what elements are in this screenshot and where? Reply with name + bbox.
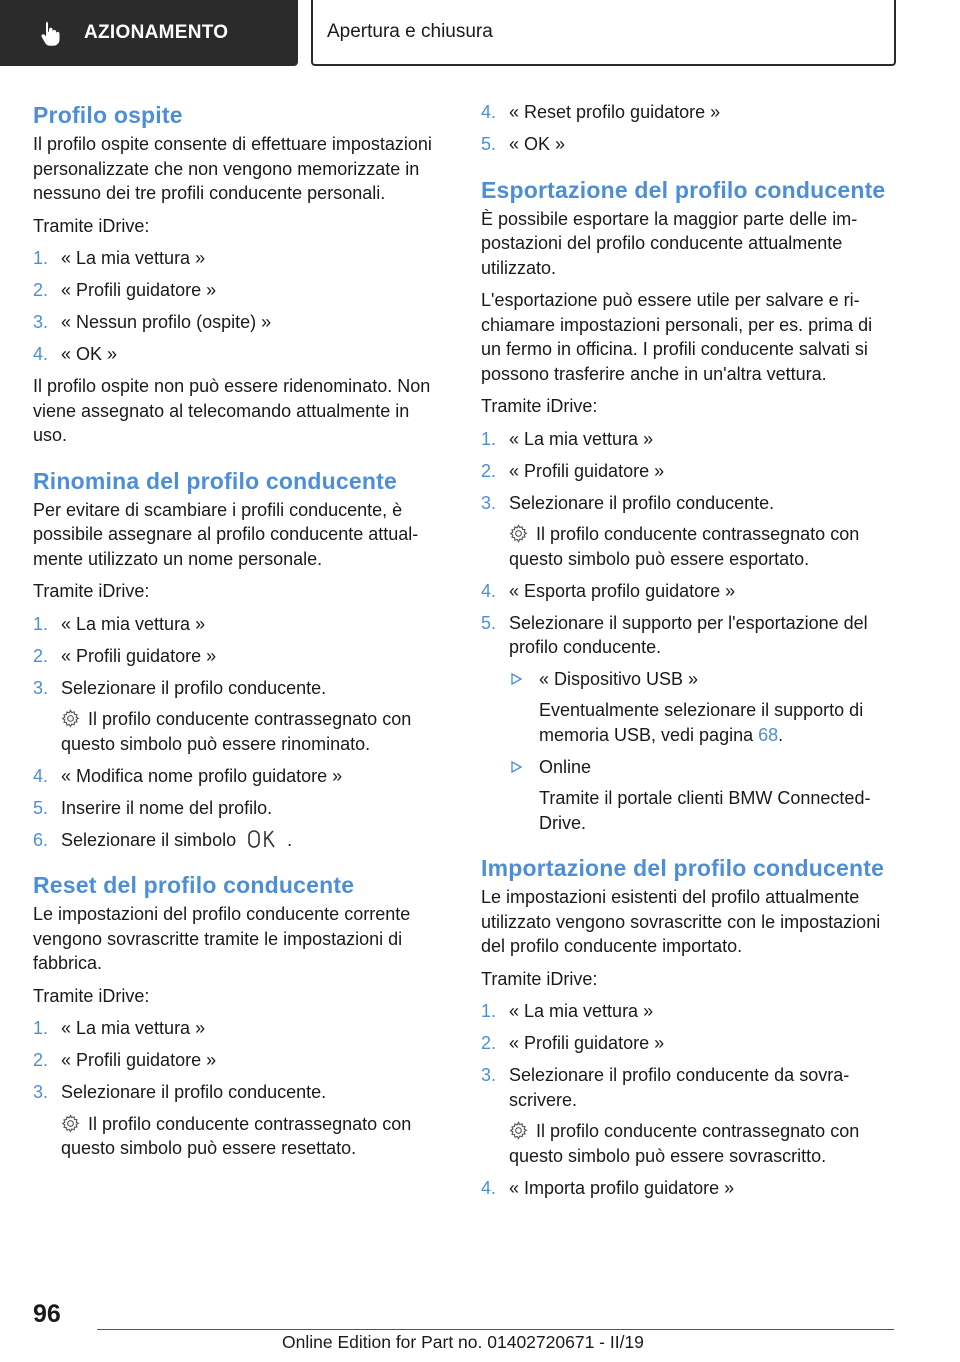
step-number: 4. xyxy=(481,102,497,122)
list-item xyxy=(33,342,443,367)
list-item xyxy=(481,611,891,836)
step-text: Selezionare il profilo conducente. xyxy=(61,677,327,698)
list-item xyxy=(33,612,443,637)
step-text: « Importa profilo guidatore » xyxy=(509,1177,735,1198)
step-number: 5. xyxy=(481,134,497,154)
right-column xyxy=(481,100,891,1208)
heading-reset-profile: Reset del profilo conducente xyxy=(33,872,355,898)
note-text: Il profilo conducente contrassegnato con questo simbolo può essere resettato. xyxy=(61,1113,412,1158)
page-number: 96 xyxy=(33,1300,61,1328)
list-item xyxy=(481,999,891,1024)
steps-list xyxy=(33,1016,443,1161)
step-text: Selezionare il profilo conducente. xyxy=(509,492,775,513)
step-note xyxy=(61,1112,443,1161)
step-text: « Modifica nome profilo guidatore » xyxy=(61,765,343,786)
chapter-title: Apertura e chiusura xyxy=(327,21,493,42)
heading-rename-profile: Rinomina del profilo conducente xyxy=(33,467,397,494)
paragraph: Tramite iDrive: xyxy=(481,396,598,416)
list-item xyxy=(33,676,443,757)
step-text: « Profili guidatore » xyxy=(61,280,217,300)
sub-item-usb xyxy=(509,667,891,748)
step-number: 4. xyxy=(481,580,497,601)
step-number: 2. xyxy=(481,1033,497,1053)
note-text: Il profilo conducente contrassegnato con questo simbolo può essere esportato. xyxy=(509,524,860,569)
step-note xyxy=(61,707,443,756)
hand-pointer-icon xyxy=(40,20,62,46)
paragraph: Il profilo ospite non può essere ridenominato. Non viene assegnato al telecomando attualmente in uso. xyxy=(33,376,431,445)
list-item xyxy=(481,1176,891,1201)
step-note xyxy=(509,1119,891,1168)
section-title: AZIONAMENTO xyxy=(84,22,229,43)
step-number: 3. xyxy=(481,492,497,513)
step-text: « Profili guidatore » xyxy=(61,1050,217,1070)
steps-list xyxy=(33,246,443,367)
step-number: 5. xyxy=(33,797,49,818)
list-item xyxy=(33,828,443,853)
sub-item-label: Online xyxy=(539,756,592,777)
steps-list xyxy=(481,427,891,836)
step-number: 4. xyxy=(33,765,49,786)
step-text: Selezionare il simbolo xyxy=(61,829,237,850)
step-number: 1. xyxy=(481,1001,497,1021)
gear-icon xyxy=(61,709,80,728)
gear-icon xyxy=(61,1114,80,1133)
paragraph: Tramite iDrive: xyxy=(481,968,598,989)
step-number: 2. xyxy=(33,280,49,300)
step-number: 1. xyxy=(481,428,497,449)
triangle-bullet-icon xyxy=(511,761,522,773)
step-number: 4. xyxy=(481,1177,497,1198)
steps-list xyxy=(33,612,443,853)
step-text: . xyxy=(287,829,293,850)
list-item xyxy=(33,1016,443,1041)
list-item xyxy=(33,310,443,335)
step-text: « La mia vettura » xyxy=(61,248,206,268)
heading-import-profile: Importazione del profilo conducente xyxy=(481,855,885,881)
section-import-profile xyxy=(481,853,891,1200)
list-item xyxy=(33,1048,443,1073)
sub-item-description: Tramite il portale clienti BMW ConnectedDrive. xyxy=(539,788,871,833)
step-text: « Nessun profilo (ospite) » xyxy=(61,312,272,332)
list-item xyxy=(33,796,443,821)
paragraph: Le impostazioni del profilo conducente corrente vengono sovrascritte tramite le impostazioni di fabbrica. xyxy=(33,904,411,973)
list-item xyxy=(481,579,891,604)
gear-icon xyxy=(509,1121,528,1140)
step-text: « Esporta profilo guidatore » xyxy=(509,580,736,601)
step-number: 2. xyxy=(33,1050,49,1070)
step-number: 4. xyxy=(33,344,49,364)
paragraph: Tramite iDrive: xyxy=(33,985,150,1006)
list-item xyxy=(481,459,891,484)
page-link[interactable]: 68 xyxy=(758,724,779,745)
description-text: Eventualmente selezionare il supporto di memoria USB, vedi pagina xyxy=(539,700,864,745)
sub-item-label: « Dispositivo USB » xyxy=(539,668,699,689)
step-text: « OK » xyxy=(509,134,566,154)
paragraph: L'esportazione può essere utile per salvare e richiamare impostazioni personali, per es. prima di un fermo in officina. I profili conducente salvati si possono trasferire anche in un'altra vettura. xyxy=(481,290,873,384)
sub-item-online xyxy=(509,755,891,836)
section-tab xyxy=(0,0,298,66)
step-text: Selezionare il profilo conducente. xyxy=(61,1082,327,1102)
list-item xyxy=(33,764,443,789)
sub-options-list xyxy=(509,667,891,836)
section-rename-profile xyxy=(33,466,443,853)
step-text: « Profili guidatore » xyxy=(61,645,217,666)
list-item xyxy=(33,1080,443,1161)
steps-list xyxy=(481,999,891,1200)
step-number: 1. xyxy=(33,613,49,634)
step-number: 2. xyxy=(481,460,497,481)
paragraph: Le impostazioni esistenti del profilo attualmente utilizzato vengono sovrascritte con le impostazioni del profilo conducente importato. xyxy=(481,887,881,956)
gear-icon xyxy=(509,524,528,543)
step-number: 1. xyxy=(33,248,49,268)
paragraph: Tramite iDrive: xyxy=(33,215,150,236)
ok-symbol-icon xyxy=(245,829,281,849)
triangle-bullet-icon xyxy=(511,673,522,685)
page-header xyxy=(0,0,960,66)
list-item xyxy=(481,427,891,452)
step-text: « La mia vettura » xyxy=(509,1001,654,1021)
step-text: Selezionare il supporto per l'esportazione del profilo conducente. xyxy=(509,612,868,657)
step-number: 3. xyxy=(33,312,49,332)
step-number: 3. xyxy=(481,1065,497,1085)
paragraph: Tramite iDrive: xyxy=(33,581,150,601)
edition-footer: Online Edition for Part no. 01402720671 - II/19 xyxy=(282,1332,644,1352)
step-note xyxy=(509,522,891,571)
note-text: Il profilo conducente contrassegnato con questo simbolo può essere rinominato. xyxy=(61,709,412,754)
section-export-profile xyxy=(481,175,891,836)
list-item xyxy=(481,491,891,572)
paragraph: Per evitare di scambiare i profili conducente, è possibile assegnare al profilo conducente attualmente utilizzato un nome personale. xyxy=(33,499,419,569)
left-column xyxy=(33,100,443,1168)
step-number: 2. xyxy=(33,645,49,666)
list-item xyxy=(481,132,891,157)
list-item xyxy=(481,1031,891,1056)
sub-item-description xyxy=(539,698,891,747)
step-text: « La mia vettura » xyxy=(61,613,206,634)
section-reset-profile xyxy=(33,870,443,1161)
note-text: Il profilo conducente contrassegnato con questo simbolo può essere sovrascritto. xyxy=(509,1121,860,1166)
step-text: « Profili guidatore » xyxy=(509,460,665,481)
chapter-tab xyxy=(311,0,896,66)
paragraph: È possibile esportare la maggior parte delle impostazioni del profilo conducente attualmente utilizzato. xyxy=(481,208,858,278)
step-text: « La mia vettura » xyxy=(61,1018,206,1038)
step-number: 5. xyxy=(481,612,497,633)
step-text: « Profili guidatore » xyxy=(509,1033,665,1053)
heading-guest-profile: Profilo ospite xyxy=(33,102,183,128)
step-text: « La mia vettura » xyxy=(509,428,654,449)
list-item xyxy=(481,1063,891,1168)
footer-divider xyxy=(97,1329,894,1330)
step-text: « Reset profilo guidatore » xyxy=(509,102,721,122)
heading-export-profile: Esportazione del profilo conducente xyxy=(481,176,886,203)
steps-list-continued xyxy=(481,100,891,157)
step-text: Inserire il nome del profilo. xyxy=(61,797,273,818)
step-number: 6. xyxy=(33,829,49,850)
section-guest-profile xyxy=(33,100,443,448)
step-number: 3. xyxy=(33,677,49,698)
list-item xyxy=(33,644,443,669)
list-item xyxy=(33,278,443,303)
list-item xyxy=(33,246,443,271)
step-text: « OK » xyxy=(61,344,118,364)
step-number: 3. xyxy=(33,1082,49,1102)
description-text: . xyxy=(778,724,784,745)
step-number: 1. xyxy=(33,1018,49,1038)
list-item xyxy=(481,100,891,125)
step-text: Selezionare il profilo conducente da sovrascrivere. xyxy=(509,1065,850,1110)
paragraph: Il profilo ospite consente di effettuare impostazioni personalizzate che non vengono memorizzate in nessuno dei tre profili conducente personali. xyxy=(33,134,432,203)
